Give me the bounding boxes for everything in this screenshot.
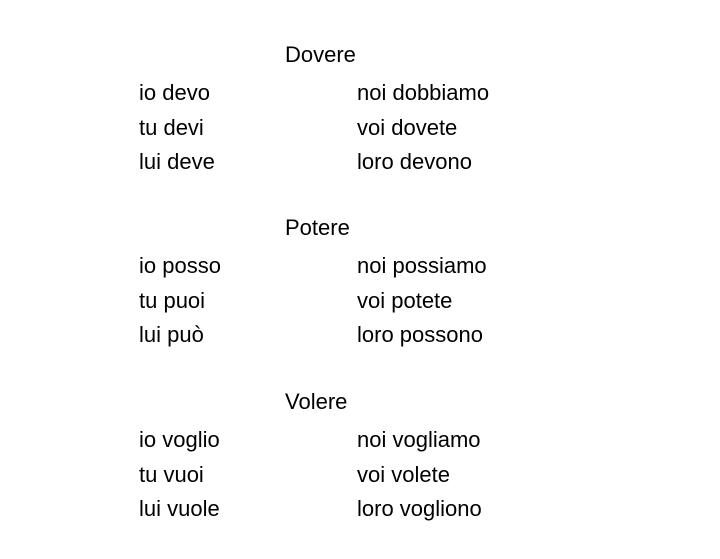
conjugation-tu: tu devi xyxy=(139,114,204,140)
conjugation-loro: loro vogliono xyxy=(357,496,482,521)
conjugation-noi: noi dobbiamo xyxy=(357,80,490,105)
conjugation-voi: voi volete xyxy=(357,461,450,487)
conjugation-voi: voi dovete xyxy=(357,114,458,140)
plural-forms xyxy=(357,76,489,180)
verb-block-dovere xyxy=(0,42,720,212)
verb-block-potere xyxy=(0,215,720,385)
verb-block-volere xyxy=(0,389,720,559)
plural-forms xyxy=(357,249,487,353)
conjugation-lui: lui può xyxy=(139,322,204,347)
conjugation-noi: noi vogliamo xyxy=(357,427,481,452)
singular-forms xyxy=(139,249,221,353)
conjugation-voi: voi potete xyxy=(357,287,453,313)
plural-forms xyxy=(357,423,482,527)
conjugation-loro: loro devono xyxy=(357,149,472,174)
verb-title: Dovere xyxy=(285,42,356,67)
singular-forms xyxy=(139,76,215,180)
conjugation-io: io voglio xyxy=(139,427,220,452)
conjugation-tu: tu puoi xyxy=(139,287,206,313)
conjugation-io: io posso xyxy=(139,253,221,278)
conjugation-loro: loro possono xyxy=(357,322,483,347)
conjugation-lui: lui vuole xyxy=(139,496,220,521)
conjugation-io: io devo xyxy=(139,80,210,105)
conjugation-lui: lui deve xyxy=(139,149,215,174)
conjugation-tu: tu vuoi xyxy=(139,461,204,487)
singular-forms xyxy=(139,423,220,527)
conjugation-noi: noi possiamo xyxy=(357,253,487,278)
verb-title: Volere xyxy=(285,389,348,414)
verb-title: Potere xyxy=(285,215,350,240)
